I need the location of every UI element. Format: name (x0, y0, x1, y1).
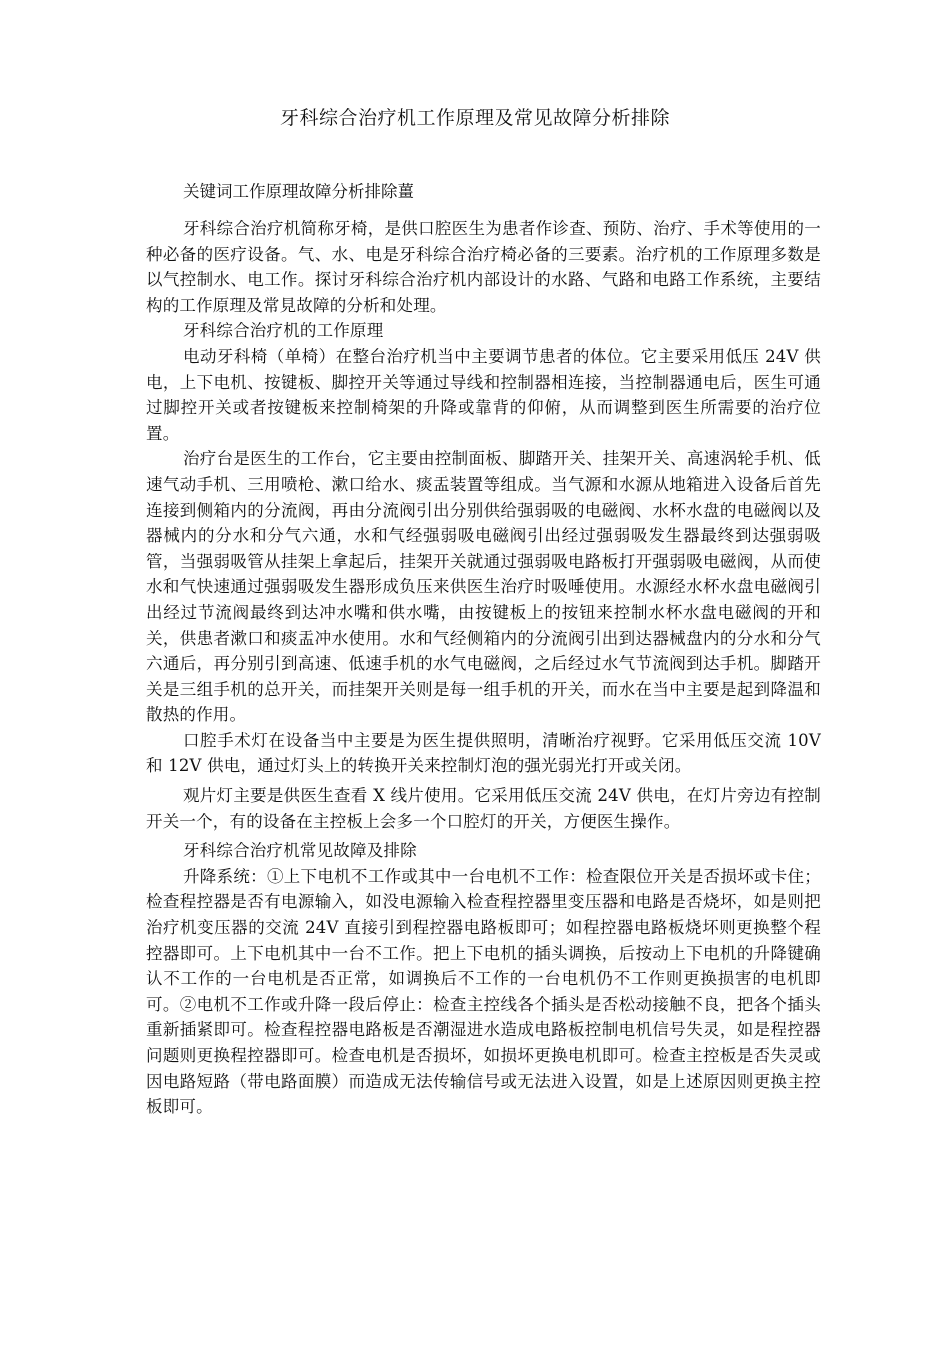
paragraph-surgical-lamp: 口腔手术灯在设备当中主要是为医生提供照明，清晰治疗视野。它采用低压交流 10V 和 12V 供电，通过灯头上的转换开关来控制灯泡的强光弱光打开或关闭。 (146, 730, 821, 776)
section-heading-faults: 牙科综合治疗机常见故障及排除 (183, 841, 417, 861)
document-body (146, 178, 821, 1120)
keywords-line: 关键词工作原理故障分析排除薑 (183, 182, 414, 201)
section-heading-working-principle: 牙科综合治疗机的工作原理 (183, 321, 384, 341)
document-title: 牙科综合治疗机工作原理及常见故障分析排除 (279, 107, 670, 129)
paragraph-intro: 牙科综合治疗机简称牙椅，是供口腔医生为患者作诊查、预防、治疗、手术等使用的一种必备的医疗设备。气、水、电是牙科综合治疗椅必备的三要素。治疗机的工作原理多数是以气控制水、电工作。探讨牙科综合治疗机内部设计的水路、气路和电路工作系统，主要结构的工作原理及常見故障的分析和处理。 (146, 219, 821, 315)
paragraph-film-viewer: 观片灯主要是供医生查看 X 线片使用。它采用低压交流 24V 供电，在灯片旁边有控制开关一个，有的设备在主控板上会多一个口腔灯的开关，方便医生操作。 (146, 786, 821, 831)
paragraph-lift-system: 升降系统：①上下电机不工作或其中一台电机不工作：检查限位开关是否损坏或卡住；检查程控器是否有电源输入，如没电源输入检查程控器里变压器和电路是否烧坏，如是则把治疗机变压器的交流 24V 直接引到程控器电路板即可；如程控器电路板烧坏则更换整个程控器即可。上下电机其中一台不工作。把上下电机的插头调换，后按动上下电机的升降键确认不工作的一台电机是否正常，如调换后不工作的一台电机仍不工作则更换损害的电机即可。②电机不工作或升降一段后停止：检查主控线各个插头是否松动接触不良，把各个插头重新插紧即可。检查程控器电路板是否潮湿进水造成电路板控制电机信号失灵，如是程控器问题则更换程控器即可。检查电机是否损坏，如损坏更换电机即可。检查主控板是否失灵或因电路短路（带电路面膜）而造成无法传输信号或无法进入设置，如是上述原因则更换主控板即可。 (146, 866, 821, 1117)
paragraph-treatment-table: 治疗台是医生的工作台，它主要由控制面板、脚踏开关、挂架开关、高速涡轮手机、低速气动手机、三用喷枪、漱口给水、痰盂装置等组成。当气源和水源从地箱进入设备后首先连接到侧箱内的分流阀，再由分流阀引出分别供给强弱吸的电磁阀、水杯水盘的电磁阀以及器械内的分水和分气六通，水和气经强弱吸电磁阀引出经过强弱吸发生器最终到达强弱吸管，当强弱吸管从挂架上拿起后，挂架开关就通过强弱吸电路板打开强弱吸电磁阀，从而使水和气快速通过强弱吸发生器形成负压来供医生治疗时吸唾使用。水源经水杯水盘电磁阀引出经过节流阀最终到达冲水嘴和供水嘴，由按键板上的按钮来控制水杯水盘电磁阀的开和关，供患者漱口和痰盂冲水使用。水和气经侧箱内的分流阀引出到达器械盘内的分水和分气六通后，再分别引到高速、低速手机的水气电磁阀，之后经过水气节流阀到达手机。脚踏开关是三组手机的总开关，而挂架开关则是每一组手机的开关，而水在当中主要是起到降温和散热的作用。 (146, 449, 821, 725)
paragraph-dental-chair: 电动牙科椅（单椅）在整台治疗机当中主要调节患者的体位。它主要采用低压 24V 供电，上下电机、按键板、脚控开关等通过导线和控制器相连接，当控制器通电后，医生可通过脚控开关或者按键板来控制椅架的升降或靠背的仰俯，从而调整到医生所需要的治疗位置。 (146, 346, 821, 443)
